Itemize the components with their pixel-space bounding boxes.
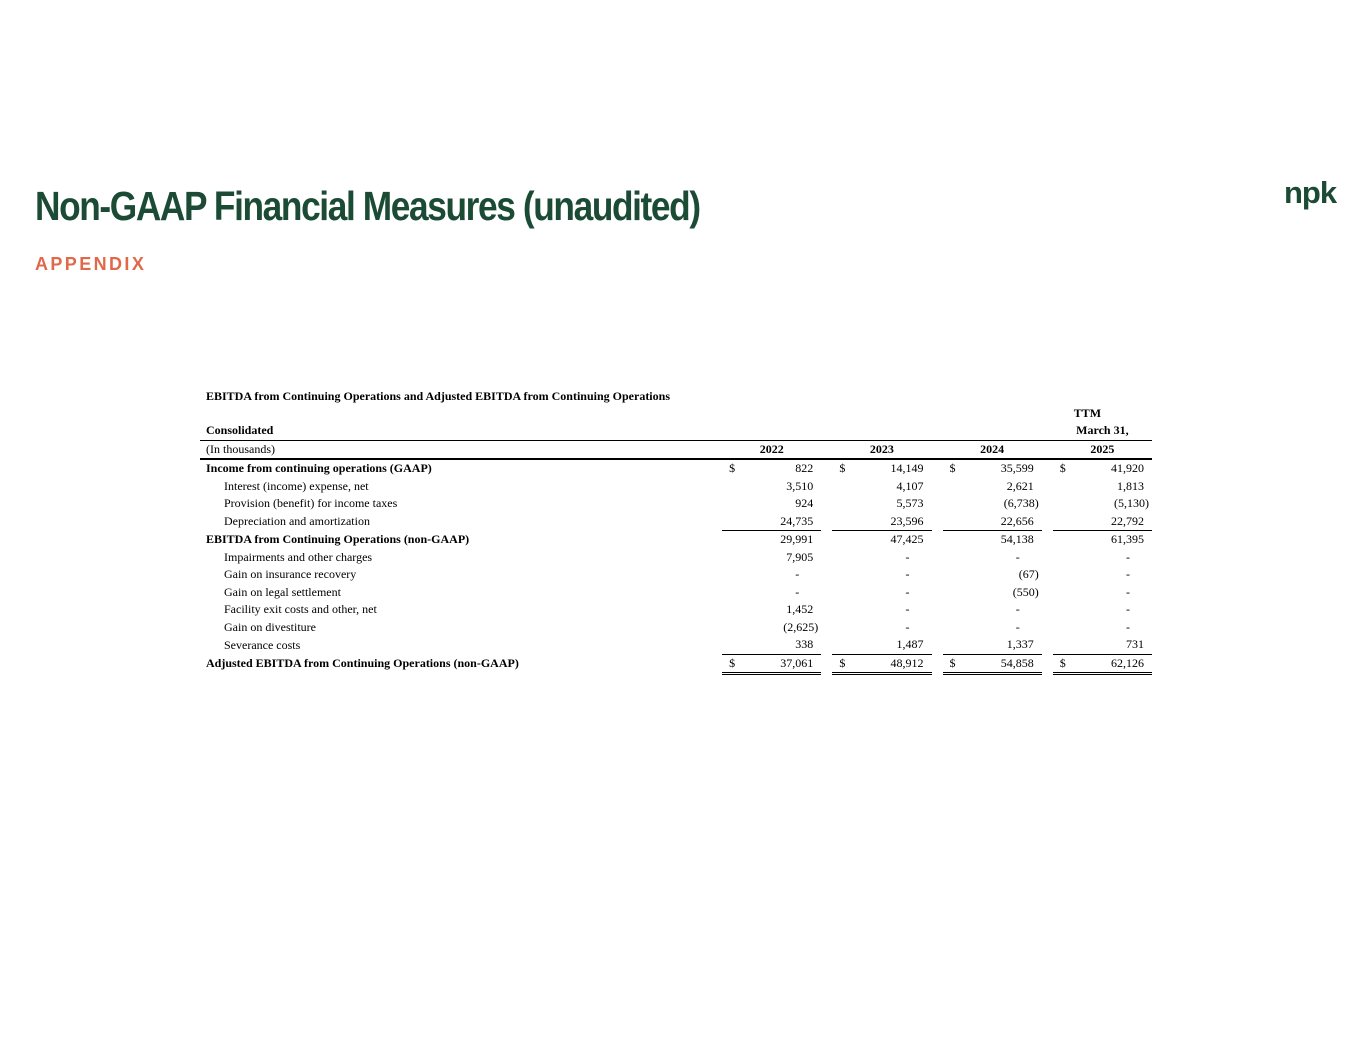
value-text: 4,107 (896, 478, 924, 493)
value-text: - (905, 584, 910, 599)
row-label: Interest (income) expense, net (224, 478, 369, 493)
value-text: 1,452 (786, 602, 814, 617)
column-gap (821, 601, 832, 619)
column-gap (1042, 566, 1053, 584)
column-gap (1042, 495, 1053, 513)
value-cell (943, 601, 1042, 619)
table-row (200, 619, 1152, 637)
row-label: Facility exit costs and other, net (224, 602, 377, 617)
table-caption: EBITDA from Continuing Operations and Adjusted EBITDA from Continuing Operations (206, 389, 670, 403)
value-text: - (1015, 602, 1020, 617)
value-text: - (1126, 584, 1130, 599)
value-cell (943, 459, 1042, 478)
value-cell (832, 584, 931, 602)
value-cell (1053, 495, 1152, 513)
table-row (200, 478, 1152, 496)
value-cell (943, 549, 1042, 567)
row-label: EBITDA from Continuing Operations (non-GAAP) (206, 532, 470, 546)
value-text: 2,621 (1006, 478, 1034, 493)
value-cell (832, 531, 931, 549)
value-cell (832, 636, 931, 654)
column-gap (1042, 549, 1053, 567)
table-row (200, 495, 1152, 513)
value-cell (1053, 459, 1152, 478)
year-header: 2024 (943, 440, 1042, 459)
company-logo: npk (1284, 175, 1337, 210)
column-gap (932, 513, 943, 531)
value-cell (722, 584, 821, 602)
value-cell (1053, 636, 1152, 654)
value-text: (6,738) (1003, 496, 1039, 511)
value-cell (722, 601, 821, 619)
column-gap (1042, 513, 1053, 531)
table-row (200, 584, 1152, 602)
column-gap (932, 636, 943, 654)
value-text: 37,061 (780, 655, 814, 670)
table-body (200, 405, 1152, 674)
column-gap (821, 459, 832, 478)
value-cell (1053, 584, 1152, 602)
currency-symbol: $ (1059, 461, 1066, 476)
value-text: (5,130) (1114, 496, 1149, 511)
value-text: 1,487 (896, 637, 924, 652)
column-gap (1042, 601, 1053, 619)
column-gap (1042, 619, 1053, 637)
column-gap (932, 654, 943, 674)
value-text: 29,991 (780, 532, 814, 547)
value-text: 47,425 (890, 532, 924, 547)
currency-symbol: $ (1059, 655, 1066, 670)
value-text: - (905, 567, 910, 582)
row-label: Severance costs (224, 637, 301, 652)
column-gap (932, 566, 943, 584)
value-text: - (1015, 619, 1020, 634)
entity-label: Consolidated (200, 422, 722, 440)
currency-symbol: $ (839, 461, 846, 476)
value-cell (943, 636, 1042, 654)
value-cell (722, 478, 821, 496)
value-text: 924 (795, 496, 814, 511)
value-cell (722, 459, 821, 478)
value-cell (722, 513, 821, 531)
value-cell (943, 584, 1042, 602)
value-text: 54,138 (1000, 532, 1034, 547)
currency-symbol: $ (729, 461, 736, 476)
value-cell (722, 636, 821, 654)
header-row-entity (200, 422, 1152, 440)
table-row (200, 513, 1152, 531)
value-cell (1053, 513, 1152, 531)
row-label: Depreciation and amortization (224, 514, 370, 528)
column-gap (821, 478, 832, 496)
value-cell (943, 654, 1042, 674)
value-cell (832, 654, 931, 674)
period-label: March 31, (1053, 422, 1152, 440)
value-text: 338 (795, 637, 814, 652)
section-label: APPENDIX (35, 254, 147, 274)
column-gap (821, 495, 832, 513)
column-gap (821, 584, 832, 602)
table-row (200, 601, 1152, 619)
column-gap (932, 584, 943, 602)
value-text: 1,337 (1006, 637, 1034, 652)
column-gap (1042, 636, 1053, 654)
table-row (200, 531, 1152, 549)
value-text: - (1126, 619, 1130, 634)
row-label: Gain on divestiture (224, 619, 316, 634)
table-row (200, 566, 1152, 584)
ebitda-table (200, 405, 1152, 675)
row-label: Income from continuing operations (GAAP) (206, 461, 432, 476)
column-gap (1042, 478, 1053, 496)
column-gap (821, 531, 832, 549)
header-row-ttm (200, 405, 1152, 422)
value-text: - (905, 619, 910, 634)
financial-table-container (200, 388, 1152, 675)
value-text: 62,126 (1111, 655, 1144, 670)
value-text: - (1015, 549, 1020, 564)
value-cell (1053, 549, 1152, 567)
header-row-years (200, 440, 1152, 459)
value-text: - (1126, 549, 1130, 564)
value-text: (67) (1018, 567, 1039, 582)
column-gap (1042, 654, 1053, 674)
row-label: Gain on legal settlement (224, 584, 341, 599)
value-cell (832, 513, 931, 531)
currency-symbol: $ (839, 655, 846, 670)
currency-symbol: $ (729, 655, 736, 670)
units-label: (In thousands) (200, 440, 722, 459)
value-text: 3,510 (786, 478, 814, 493)
row-label: Gain on insurance recovery (224, 567, 357, 582)
row-label: Adjusted EBITDA from Continuing Operations (non-GAAP) (206, 656, 519, 671)
value-cell (943, 566, 1042, 584)
value-cell (1053, 619, 1152, 637)
value-text: 731 (1126, 637, 1144, 652)
value-cell (943, 513, 1042, 531)
value-cell (832, 619, 931, 637)
value-text: 22,656 (1000, 513, 1034, 528)
value-cell (722, 654, 821, 674)
value-text: - (795, 567, 800, 582)
table-row (200, 636, 1152, 654)
value-text: (2,625) (783, 619, 819, 634)
column-gap (821, 619, 832, 637)
value-text: 54,858 (1000, 655, 1034, 670)
value-cell (722, 495, 821, 513)
column-gap (1042, 459, 1053, 478)
value-cell (832, 601, 931, 619)
value-cell (722, 619, 821, 637)
column-gap (1042, 531, 1053, 549)
column-gap (1042, 584, 1053, 602)
value-text: 14,149 (890, 461, 924, 476)
column-gap (821, 636, 832, 654)
row-label: Impairments and other charges (224, 549, 373, 564)
value-text: 822 (795, 461, 814, 476)
currency-symbol: $ (949, 655, 956, 670)
value-cell (832, 459, 931, 478)
year-header: 2022 (722, 440, 821, 459)
value-cell (1053, 601, 1152, 619)
value-text: 1,813 (1117, 478, 1144, 493)
table-row (200, 459, 1152, 478)
column-gap (821, 566, 832, 584)
value-text: 41,920 (1111, 461, 1144, 476)
value-cell (722, 531, 821, 549)
value-cell (722, 566, 821, 584)
value-text: 35,599 (1000, 461, 1034, 476)
value-text: 7,905 (786, 549, 814, 564)
value-cell (1053, 531, 1152, 549)
column-gap (821, 549, 832, 567)
year-header: 2025 (1053, 440, 1152, 459)
value-text: - (1126, 602, 1130, 617)
value-cell (832, 495, 931, 513)
value-cell (943, 619, 1042, 637)
value-text: 24,735 (780, 513, 814, 528)
column-gap (821, 654, 832, 674)
value-text: 22,792 (1111, 513, 1144, 528)
value-cell (943, 478, 1042, 496)
column-gap (932, 478, 943, 496)
column-gap (932, 601, 943, 619)
value-cell (943, 531, 1042, 549)
value-text: - (905, 549, 910, 564)
currency-symbol: $ (949, 461, 956, 476)
column-gap (932, 549, 943, 567)
value-text: 5,573 (896, 496, 924, 511)
value-cell (832, 549, 931, 567)
table-row (200, 654, 1152, 674)
value-cell (1053, 654, 1152, 674)
value-text: 23,596 (890, 513, 924, 528)
value-text: - (795, 584, 800, 599)
page-title: Non-GAAP Financial Measures (unaudited) (35, 183, 700, 229)
value-text: 48,912 (890, 655, 924, 670)
value-cell (1053, 566, 1152, 584)
ttm-label: TTM (1073, 406, 1102, 420)
value-text: 61,395 (1111, 532, 1144, 547)
value-cell (1053, 478, 1152, 496)
value-text: - (1126, 567, 1130, 582)
value-cell (832, 478, 931, 496)
table-row (200, 549, 1152, 567)
column-gap (821, 513, 832, 531)
year-header: 2023 (832, 440, 931, 459)
column-gap (932, 495, 943, 513)
value-text: - (905, 602, 910, 617)
column-gap (932, 619, 943, 637)
value-cell (943, 495, 1042, 513)
value-cell (832, 566, 931, 584)
column-gap (932, 459, 943, 478)
value-text: (550) (1012, 584, 1039, 599)
row-label: Provision (benefit) for income taxes (224, 496, 398, 511)
value-cell (722, 549, 821, 567)
column-gap (932, 531, 943, 549)
